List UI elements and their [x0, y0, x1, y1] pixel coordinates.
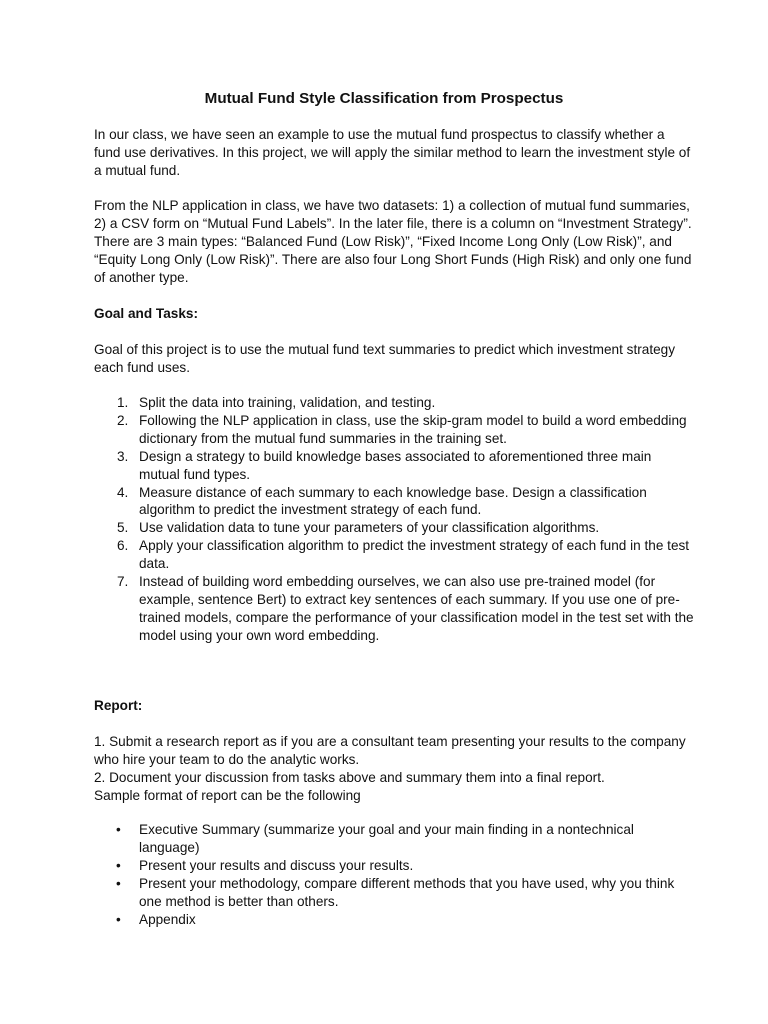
- report-format-item: [94, 857, 694, 875]
- task-text: Design a strategy to build knowledge bases associated to aforementioned three main mutual fund types.: [139, 448, 652, 482]
- task-number: 4.: [117, 484, 129, 500]
- task-number: 3.: [117, 448, 129, 464]
- task-text: Split the data into training, validation, and testing.: [139, 395, 436, 410]
- task-text: Instead of building word embedding ourselves, we can also use pre-trained model (for example, sentence Bert) to extract key sentences of each summary. If you use one of pre-trained models, compare the performance of your classification model in the test set with the model using your own word embedding.: [139, 574, 694, 643]
- task-number: 7.: [117, 574, 129, 590]
- report-item-2: 2. Document your discussion from tasks above and summary them into a final report.: [94, 769, 605, 785]
- report-format-item: [94, 911, 694, 929]
- report-format-text: Present your results and discuss your results.: [139, 857, 414, 873]
- task-item: [94, 448, 694, 484]
- report-format-text: Appendix: [139, 911, 196, 927]
- goal-paragraph: Goal of this project is to use the mutual fund text summaries to predict which investment strategy each fund uses.: [94, 342, 676, 375]
- report-format-list: [94, 821, 694, 928]
- report-format-intro: Sample format of report can be the following: [94, 787, 361, 803]
- task-item: [94, 484, 694, 520]
- report-format-text: Present your methodology, compare different methods that you have used, why you think one method is better than others.: [139, 875, 675, 909]
- document-title: Mutual Fund Style Classification from Prospectus: [204, 90, 564, 107]
- task-item: [94, 394, 694, 412]
- report-format-item: [94, 875, 694, 911]
- task-number: 2.: [117, 412, 129, 428]
- intro-paragraph: In our class, we have seen an example to use the mutual fund prospectus to classify whether a fund use derivatives. In this project, we will apply the similar method to learn the investment style of a mutual fund.: [94, 127, 691, 178]
- bullet-icon: •: [116, 875, 121, 891]
- bullet-icon: •: [116, 822, 121, 837]
- datasets-paragraph: From the NLP application in class, we have two datasets: 1) a collection of mutual fund summaries, 2) a CSV form on “Mutual Fund Labels”. In the later file, there is a column on “Investment Strategy”. There are 3 main types: “Balanced Fund (Low Risk)”, “Fixed Income Long Only (Low Risk)”, and “Equity Long Only (Low Risk)”. There are also four Long Short Funds (High Risk) and only one fund of another type.: [94, 198, 692, 285]
- task-number: 6.: [117, 538, 129, 554]
- bullet-icon: •: [116, 857, 121, 873]
- goal-heading: Goal and Tasks:: [94, 306, 198, 321]
- report-instructions: [94, 733, 694, 805]
- report-item-1: 1. Submit a research report as if you are a consultant team presenting your results to the company who hire your team to do the analytic works.: [94, 734, 686, 767]
- task-text: Following the NLP application in class, use the skip-gram model to build a word embedding dictionary from the mutual fund summaries in the training set.: [139, 412, 687, 446]
- report-format-text: Executive Summary (summarize your goal and your main finding in a nontechnical language): [139, 822, 634, 855]
- report-format-item: [94, 821, 694, 857]
- task-text: Apply your classification algorithm to predict the investment strategy of each fund in the test data.: [139, 538, 690, 572]
- task-text: Measure distance of each summary to each knowledge base. Design a classification algorithm to predict the investment strategy of each fund.: [139, 484, 647, 518]
- task-number: 1.: [117, 395, 129, 410]
- bullet-icon: •: [116, 911, 121, 927]
- task-item: [94, 519, 694, 537]
- task-item: [94, 412, 694, 448]
- report-heading: Report:: [94, 698, 143, 713]
- task-item: [94, 537, 694, 573]
- task-list: [94, 394, 694, 645]
- task-text: Use validation data to tune your parameters of your classification algorithms.: [139, 520, 600, 536]
- task-number: 5.: [117, 520, 129, 536]
- task-item: [94, 573, 694, 645]
